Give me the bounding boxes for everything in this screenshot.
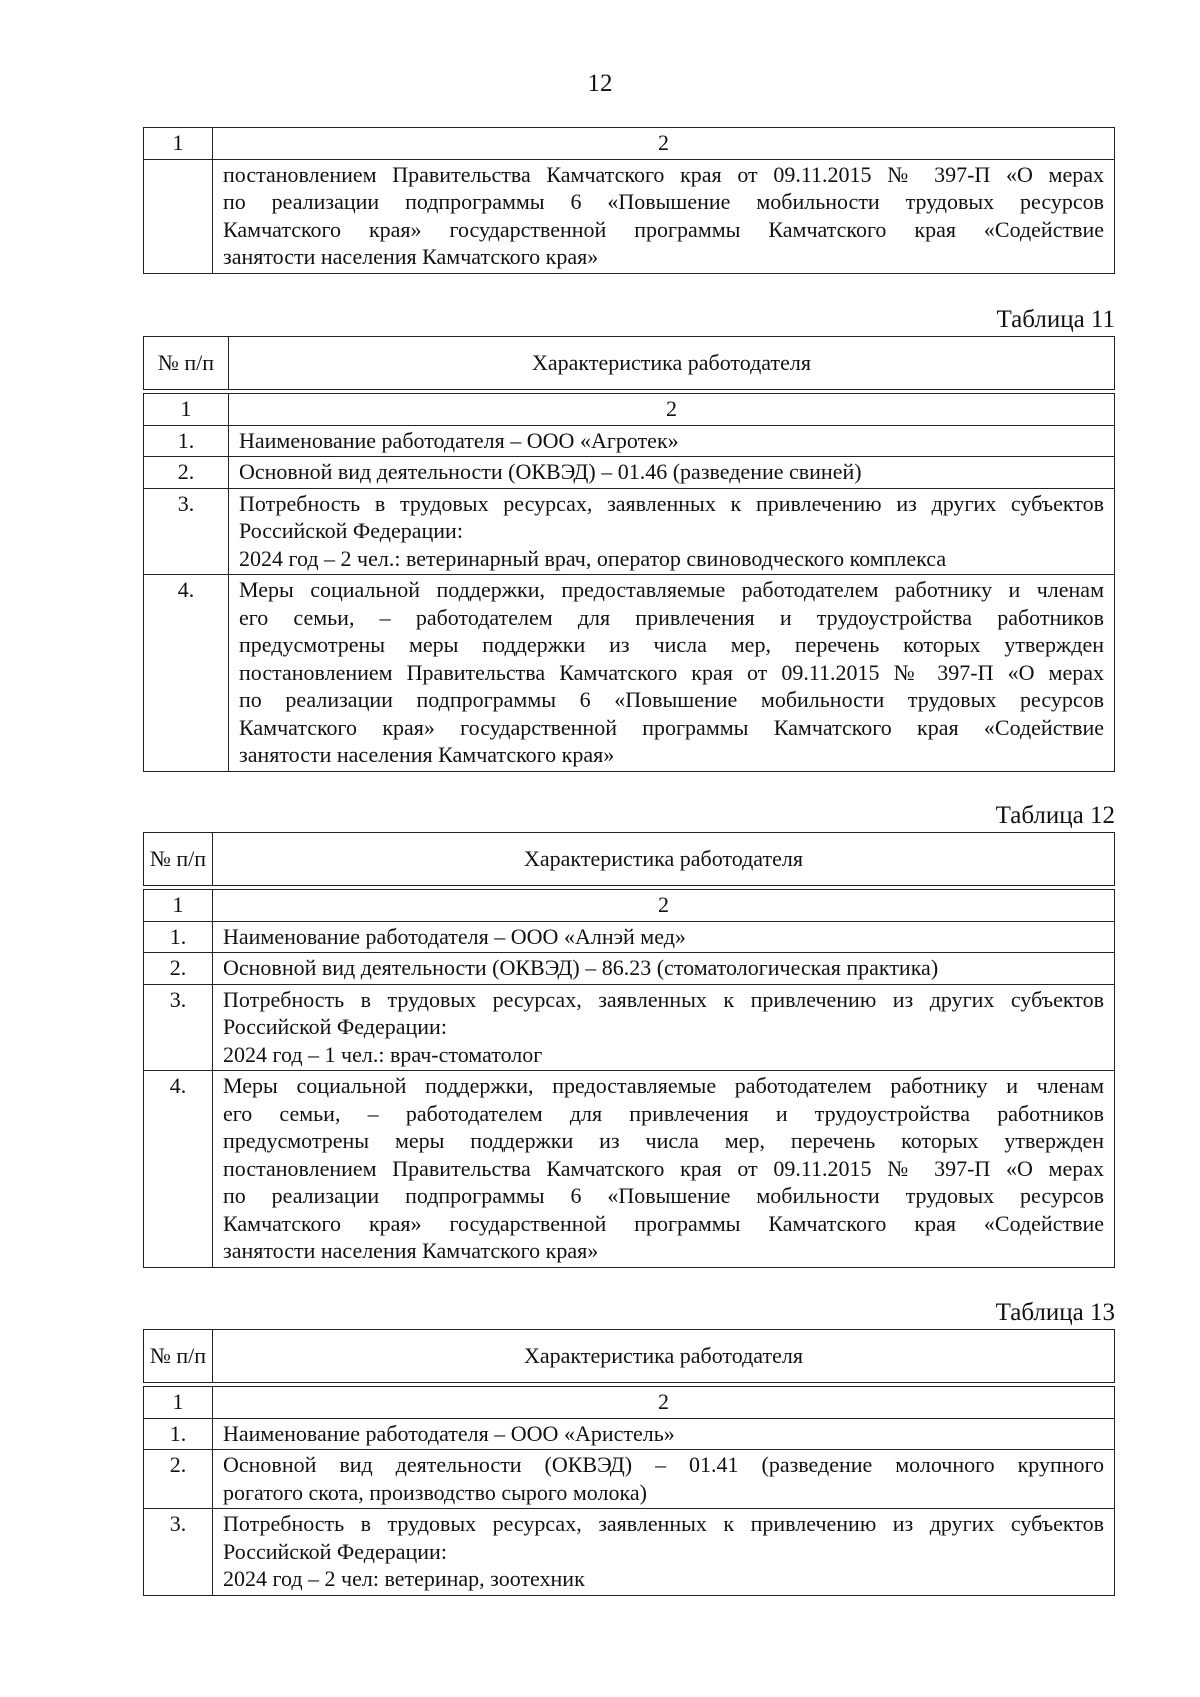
text-line: рогатого скота, производство сырого молока) (223, 1479, 647, 1505)
row-description (213, 1509, 1115, 1596)
number-column-header: № п/п (144, 337, 229, 390)
table-header-numbering (144, 128, 1115, 160)
column-number-1: 1 (144, 394, 229, 426)
table-header-numbering (144, 394, 1115, 426)
text-line: 2024 год – 1 чел.: врач-стоматолог (223, 1041, 543, 1067)
text-line: занятости населения Камчатского края» (223, 1238, 599, 1263)
text-line: Меры социальной поддержки, предоставляемые работодателем работнику и членам (223, 1073, 1104, 1098)
table-header (144, 1330, 1115, 1383)
table-caption: Таблица 12 (995, 802, 1115, 829)
employer-table (143, 1329, 1115, 1596)
column-number-2: 2 (213, 1387, 1115, 1419)
number-column-header: № п/п (144, 833, 213, 886)
row-number: 3. (144, 1509, 213, 1596)
page-number: 12 (587, 70, 613, 97)
text-line: Наименование работодателя – ООО «Алнэй мед» (223, 923, 686, 949)
text-line: его семьи, – работодателем для привлечения и трудоустройства работников (223, 1100, 1104, 1126)
table-header-numbering (144, 890, 1115, 922)
row-number: 2. (144, 953, 213, 985)
row-description (213, 921, 1115, 953)
text-line: Меры социальной поддержки, предоставляемые работодателем работнику и членам (239, 577, 1104, 602)
column-number-1: 1 (144, 890, 213, 922)
table-row (144, 575, 1115, 772)
text-line: Наименование работодателя – ООО «Аристель» (223, 1420, 675, 1446)
text-line: по реализации подпрограммы 6 «Повышение мобильности трудовых ресурсов (223, 1183, 1104, 1208)
table-row (144, 1450, 1115, 1509)
row-description (229, 457, 1115, 489)
text-line: Камчатского края» государственной программы Камчатского края «Содействие (223, 1210, 1104, 1236)
text-line: Российской Федерации: (223, 1538, 447, 1564)
row-number: 4. (144, 575, 229, 772)
row-description (213, 1450, 1115, 1509)
text-line: занятости населения Камчатского края» (223, 244, 599, 269)
text-line: его семьи, – работодателем для привлечения и трудоустройства работников (239, 604, 1104, 630)
text-line: Камчатского края» государственной программы Камчатского края «Содействие (239, 714, 1104, 740)
row-description (213, 953, 1115, 985)
table-caption: Таблица 13 (995, 1299, 1115, 1326)
row-number: 3. (144, 984, 213, 1071)
row-number: 1. (144, 1418, 213, 1450)
row-description (229, 425, 1115, 457)
text-line: занятости населения Камчатского края» (239, 742, 615, 767)
text-line: Российской Федерации: (239, 518, 463, 543)
text-line: 2024 год – 2 чел.: ветеринарный врач, оператор свиноводческого комплекса (239, 545, 947, 571)
table-row (144, 1071, 1115, 1268)
continuation-table (143, 127, 1115, 274)
row-description (213, 1071, 1115, 1268)
text-line: Потребность в трудовых ресурсах, заявленных к привлечению из других субъектов (239, 490, 1104, 516)
row-number (144, 159, 213, 273)
employer-column-header: Характеристика работодателя (229, 337, 1115, 390)
row-number: 3. (144, 488, 229, 575)
column-number-1: 1 (144, 128, 213, 160)
text-line: по реализации подпрограммы 6 «Повышение мобильности трудовых ресурсов (223, 189, 1104, 214)
table-header (144, 337, 1115, 390)
text-line: 2024 год – 2 чел: ветеринар, зоотехник (223, 1566, 585, 1591)
column-number-2: 2 (213, 890, 1115, 922)
row-number: 1. (144, 921, 213, 953)
table-row (144, 159, 1115, 273)
text-line: постановлением Правительства Камчатского края от 09.11.2015 № 397-П «О мерах (223, 1155, 1104, 1181)
row-description (229, 488, 1115, 575)
text-line: Камчатского края» государственной программы Камчатского края «Содействие (223, 216, 1104, 242)
text-line: Потребность в трудовых ресурсах, заявленных к привлечению из других субъектов (223, 986, 1104, 1012)
text-line: Наименование работодателя – ООО «Агротек» (239, 427, 679, 453)
row-description (213, 1418, 1115, 1450)
row-number: 1. (144, 425, 229, 457)
text-line: постановлением Правительства Камчатского края от 09.11.2015 № 397-П «О мерах (239, 659, 1104, 685)
table-row (144, 488, 1115, 575)
employer-column-header: Характеристика работодателя (213, 1330, 1115, 1383)
employer-column-header: Характеристика работодателя (213, 833, 1115, 886)
table-row (144, 457, 1115, 489)
row-number: 2. (144, 457, 229, 489)
table-row (144, 1418, 1115, 1450)
row-description (213, 984, 1115, 1071)
number-column-header: № п/п (144, 1330, 213, 1383)
column-number-1: 1 (144, 1387, 213, 1419)
text-line: Основной вид деятельности (ОКВЭД) – 86.23 (стоматологическая практика) (223, 955, 939, 980)
text-line: Основной вид деятельности (ОКВЭД) – 01.41 (разведение молочного крупного (223, 1452, 1104, 1477)
table-caption: Таблица 11 (996, 306, 1115, 333)
text-line: предусмотрены меры поддержки из числа мер, перечень которых утвержден (239, 632, 1104, 657)
text-line: постановлением Правительства Камчатского края от 09.11.2015 № 397-П «О мерах (223, 161, 1104, 187)
row-number: 4. (144, 1071, 213, 1268)
text-line: предусмотрены меры поддержки из числа мер, перечень которых утвержден (223, 1128, 1104, 1153)
row-number: 2. (144, 1450, 213, 1509)
employer-table (143, 832, 1115, 1268)
text-line: Российской Федерации: (223, 1014, 447, 1039)
row-description (213, 159, 1115, 273)
table-row (144, 425, 1115, 457)
text-line: Потребность в трудовых ресурсах, заявленных к привлечению из других субъектов (223, 1511, 1104, 1536)
column-number-2: 2 (229, 394, 1115, 426)
table-row (144, 984, 1115, 1071)
column-number-2: 2 (213, 128, 1115, 160)
table-header (144, 833, 1115, 886)
table-row (144, 1509, 1115, 1596)
employer-table (143, 336, 1115, 772)
text-line: по реализации подпрограммы 6 «Повышение мобильности трудовых ресурсов (239, 687, 1104, 712)
table-row (144, 953, 1115, 985)
row-description (229, 575, 1115, 772)
table-header-numbering (144, 1387, 1115, 1419)
text-line: Основной вид деятельности (ОКВЭД) – 01.46 (разведение свиней) (239, 459, 862, 484)
table-row (144, 921, 1115, 953)
